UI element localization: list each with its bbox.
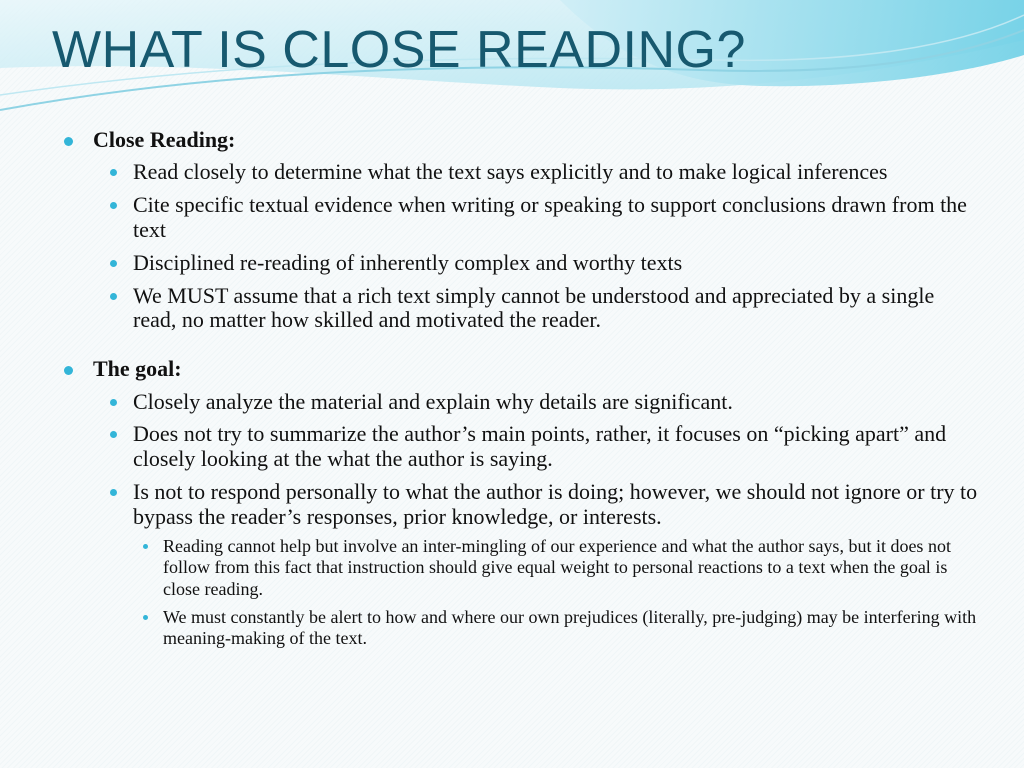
main-bullet-list [60,128,980,650]
sub-sub-bullet-list [93,536,980,650]
bullet-label: The goal: [93,356,182,382]
list-item: We MUST assume that a rich text simply cannot be understood and appreciated by a single read, no matter how skilled and motivated the reader. [93,284,980,334]
list-item: We must constantly be alert to how and where our own prejudices (literally, pre-judging) may be interfering with meaning-making of the text. [133,607,980,650]
list-item: Reading cannot help but involve an inter-mingling of our experience and what the author says, but it does not follow from this fact that instruction should give equal weight to personal reactions to a text when the goal is close reading. [133,536,980,601]
bullet-the-goal [60,357,980,649]
list-item: Read closely to determine what the text says explicitly and to make logical inferences [93,160,980,185]
slide-content [60,128,980,658]
bullet-label: Close Reading: [93,127,236,152]
slide-title: WHAT IS CLOSE READING? [52,21,746,79]
list-item: Cite specific textual evidence when writing or speaking to support conclusions drawn from the text [93,193,980,243]
list-item: Does not try to summarize the author’s main points, rather, it focuses on “picking apart” and closely looking at the what the author is saying. [93,422,980,472]
sub-bullet-list [93,160,980,333]
list-item: Closely analyze the material and explain why details are significant. [93,390,980,415]
bullet-close-reading [60,128,980,333]
list-item [93,480,980,650]
list-item-text: Is not to respond personally to what the author is doing; however, we should not ignore or try to bypass the reader’s responses, prior knowledge, or interests. [133,479,978,529]
list-item: Disciplined re-reading of inherently complex and worthy texts [93,251,980,276]
sub-bullet-list [93,390,980,650]
